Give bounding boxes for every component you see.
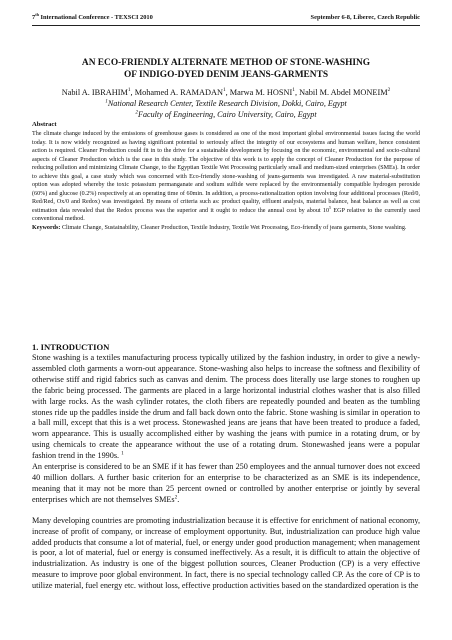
keywords (32, 224, 420, 233)
citation-2: 2 (174, 494, 178, 501)
section-heading: 1. INTRODUCTION (32, 342, 110, 352)
keywords-label: Keywords: (32, 224, 61, 231)
intro-paragraph-2-text: An enterprise is considered to be an SME if it has fewer than 250 employees and the annual turnover does not exceed 40 million dollars. A further basic criterion for an enterprise to be characterized as an SME is its independence, meaning that it may not be more than 25 percent owned or controlled by another enterprise or jointly by several enterprises which are not themselves SMEs (32, 462, 420, 504)
intro-paragraph-1 (32, 353, 420, 462)
intro-paragraph-1-text: Stone washing is a textiles manufacturing process typically utilized by the fashion industry, in order to give a newly-assembled cloth garments a worn-out appearance. Stone-washing also helps to increase the softness and flexibility of otherwise stiff and rigid fabrics such as canvas and denim. The process does literally use large stones to roughen up the fabric being processed. The garments are placed in a large horizontal industrial clothes washer that is also filled with large rocks. As the wash cylinder rotates, the cloth fibers are repeatedly pounded and beaten as the tumbling stones ride up the paddles inside the drum and fall back down onto the fabric. Stone washing is similar in operation to a ball mill, except that this is a wet process. Stonewashed jeans are jeans that have been treated to produce a faded, worn appearance. This is usually accomplished either by washing the jeans with pumice in a rotating drum, or by using chemicals to create the appearance without the use of a rotating drum. Stonewashed jeans were a popular fashion trend in the 1990s. (32, 353, 420, 461)
abstract-body (32, 130, 420, 232)
affiliation-1: $^1$National Research Center, Textile Research Division, Dokki, Cairo, Egypt (105, 98, 347, 108)
affiliation-2: $^2$Faculty of Engineering, Cairo University, Cairo, Egypt (135, 109, 317, 119)
intro-paragraph-2-tail: . (177, 494, 180, 504)
abstract-paragraph (32, 130, 420, 224)
title-line-1: AN ECO-FRIENDLY ALTERNATE METHOD OF STONE-WASHING (81, 58, 371, 68)
abstract-heading: Abstract (32, 121, 57, 128)
conference-name: 7th International Conference - TEXSCI 2010 (32, 11, 153, 21)
abstract-superscript: 5 (329, 204, 332, 210)
conference-date-place: September 6-8, Liberec, Czech Republic (310, 14, 420, 21)
intro-paragraph-3: Many developing countries are promoting industrialization because it is effective for enrichment of national economy, increase of profit of company, or increase of employment opportunity. But, industrialization can produce high value added products that consume a lot of material, fuel, or energy under good production management; when management is poor, a lot of material, fuel or energy is consumed ineffectively. As a result, it is difficult to attain the objective of industrialization. As industry is one of the biggest pollution sources, Cleaner Production (CP) is a very effective measure to improve poor global environment. In fact, there is no special technology called CP. As the core of CP is to utilize material, fuel energy etc. without loss, effective production activities based on the standardized operation is the (32, 515, 420, 591)
running-header (32, 13, 420, 26)
abstract-text: The climate change induced by the emissions of greenhouse gases is considered as one of the most important global environmental issues facing the world today. It is now widely recognized as having significant potential to seriously affect the integrity of our ecosystems and human welfare, hence consistent action is required. Cleaner Production could fit in to the drive for a sustainable development by focusing on the economic, environmental and socio-cultural aspects of Cleaner Production which is the case in this study. The objective of this work is to apply the concept of Cleaner Production for the purpose of reducing pollution and minimizing Climate Change, to the Egyptian Textile Wet Processing particularly small and medium-sized enterprises (SMEs). In order to achieve this goal, a case study which was concerned with Eco-friendly stone-washing of jeans-garments was investigated. A raw material-substitution option was adopted whereby the toxic potassium permanganate and sodium sulfide were replaced by the environmentally compatible hydrogen peroxide (60%) and glucose (0.2%) respectively at an operating time of 60min. In addition, a process-rationalization option involving four additional processes (Red/0, Red/Red, Ox/0 and Redox) was investigated. By means of criteria such as: product quality, effluent analysis, material balance, heat balance as well as cost estimation data revealed that the Redox process was the superior and it ought to reduce the annual cost by about 10 (32, 131, 420, 214)
citation-1: 1 (121, 450, 124, 457)
author-list: Nabil A. IBRAHIM$^1$, Mohamed A. RAMADAN$^1$, Marwa M. HOSNI$^1$, Nabil M. Abdel MONEIM$^2$ (61, 87, 391, 97)
intro-paragraph-2 (32, 462, 420, 506)
paper-title (32, 57, 420, 81)
title-line-2: OF INDIGO-DYED DENIM JEANS-GARMENTS (123, 70, 329, 80)
keywords-text: Climate Change, Sustainability, Cleaner Production, Textile Industry, Textile Wet Processing, Eco-friendly of jeans garments, Stone washing. (60, 224, 407, 231)
section-body (32, 353, 420, 592)
abstract-tail: EGP relative to the currently used conventional method. (32, 207, 420, 222)
